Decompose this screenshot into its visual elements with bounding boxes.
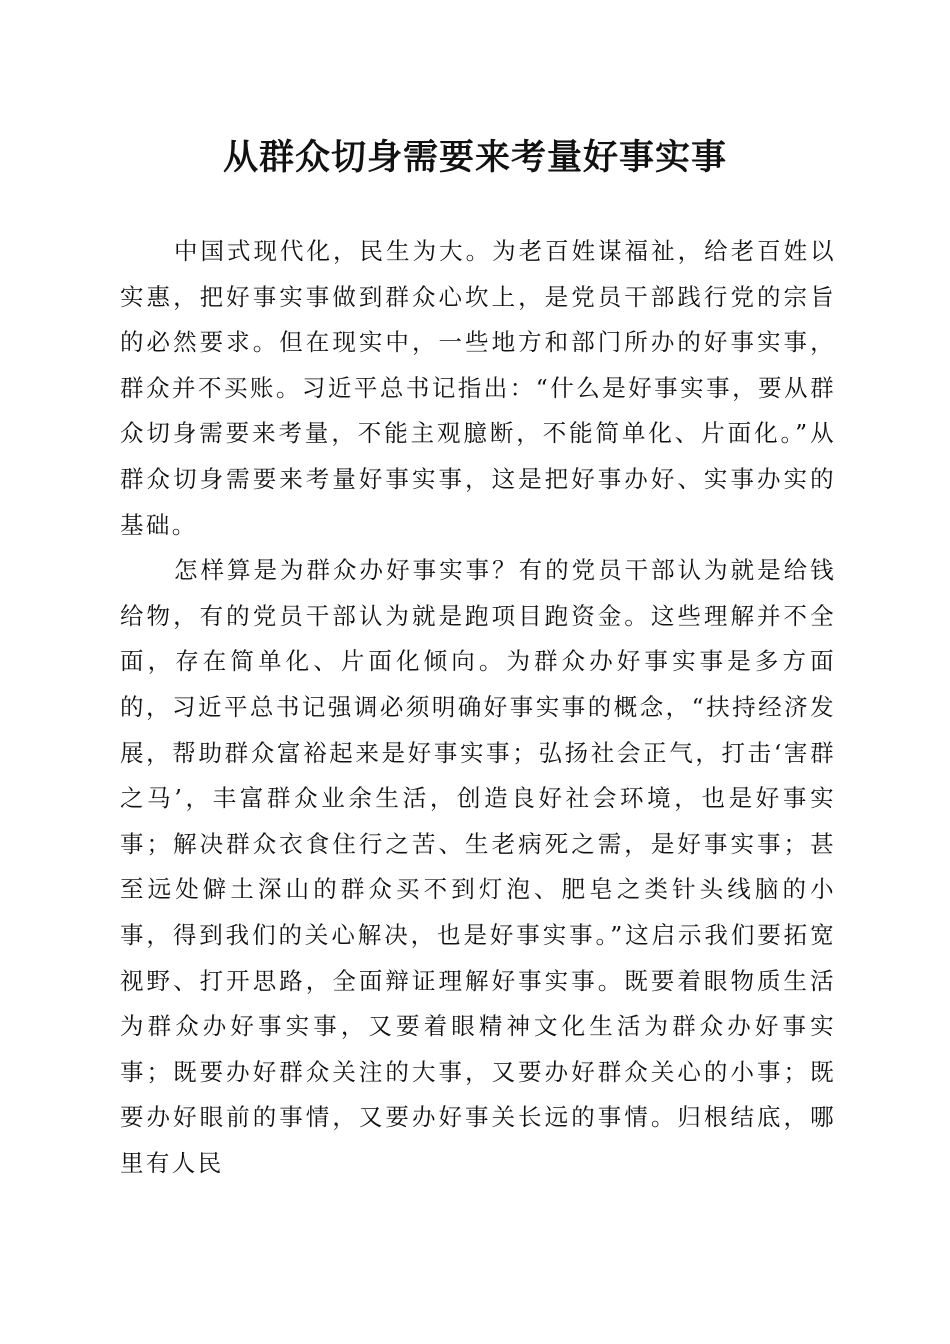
paragraph-1: 中国式现代化，民生为大。为老百姓谋福祉，给老百姓以实惠，把好事实事做到群众心坎上，是党员干部践行党的宗旨的必然要求。但在现实中，一些地方和部门所办的好事实事，群众并不买账。习近平总书记指出：“什么是好事实事，要从群众切身需要来考量，不能主观臆断，不能简单化、片面化。”从群众切身需要来考量好事实事，这是把好事办好、实事办实的基础。 [120,237,836,539]
paragraph-2: 怎样算是为群众办好事实事？有的党员干部认为就是给钱给物，有的党员干部认为就是跑项目跑资金。这些理解并不全面，存在简单化、片面化倾向。为群众办好事实事是多方面的，习近平总书记强调必须明确好事实事的概念，“扶持经济发展，帮助群众富裕起来是好事实事；弘扬社会正气，打击‘害群之马’，丰富群众业余生活，创造良好社会环境，也是好事实事；解决群众衣食住行之苦、生老病死之需，是好事实事；甚至远处僻土深山的群众买不到灯泡、肥皂之类针头线脑的小事，得到我们的关心解决，也是好事实事。”这启示我们要拓宽视野、打开思路，全面辩证理解好事实事。既要着眼物质生活为群众办好事实事，又要着眼精神文化生活为群众办好事实事；既要办好群众关注的大事，又要办好群众关心的小事；既要办好眼前的事情，又要办好事关长远的事情。归根结底，哪里有人民 [120,556,836,1177]
document-body [120,229,836,1186]
document-title: 从群众切身需要来考量好事实事 [222,137,727,178]
